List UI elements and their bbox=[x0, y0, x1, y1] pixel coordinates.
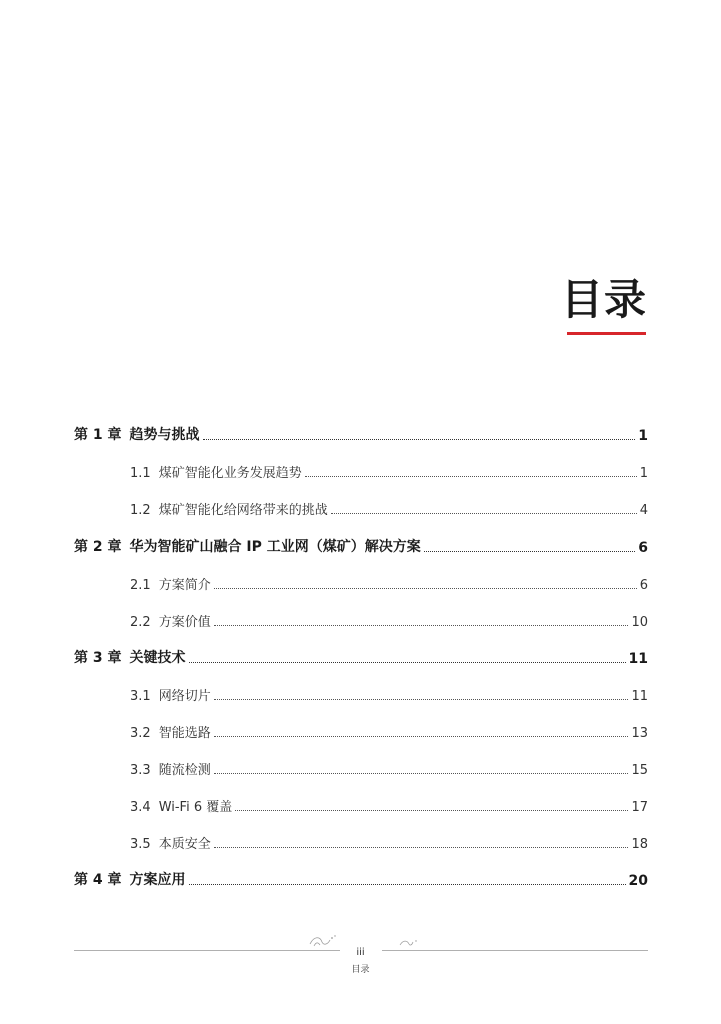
toc-dot-leader bbox=[235, 810, 628, 811]
toc-entry-number: 2.1 bbox=[130, 578, 151, 593]
toc-entry-page: 1 bbox=[638, 428, 648, 444]
toc-dot-leader bbox=[331, 513, 637, 514]
toc-entry-page: 6 bbox=[639, 578, 648, 593]
toc-entry-number: 3.5 bbox=[130, 837, 151, 852]
toc-entry-number: 1.1 bbox=[130, 466, 151, 481]
toc-entry-page: 4 bbox=[639, 503, 648, 518]
toc-entry-page: 1 bbox=[639, 466, 648, 481]
toc-entry-number: 第 3 章 bbox=[74, 650, 122, 666]
toc-entry-title: 智能选路 bbox=[158, 726, 211, 741]
toc-entry-number: 3.3 bbox=[130, 763, 151, 778]
toc-entry-page: 18 bbox=[631, 837, 648, 852]
toc-entry-title: 煤矿智能化给网络带来的挑战 bbox=[158, 503, 328, 518]
toc-entry-page: 13 bbox=[631, 726, 648, 741]
toc-entry-number: 3.2 bbox=[130, 726, 151, 741]
toc-chapter-entry[interactable] bbox=[74, 424, 648, 444]
toc-entry-title: 本质安全 bbox=[158, 837, 211, 852]
toc-entry-title: 方案价值 bbox=[158, 615, 211, 630]
toc-entry-number: 3.4 bbox=[130, 800, 151, 815]
toc-section-entry[interactable] bbox=[130, 573, 648, 593]
toc-dot-leader bbox=[214, 625, 629, 626]
toc-dot-leader bbox=[305, 476, 637, 477]
toc-section-entry[interactable] bbox=[130, 832, 648, 852]
toc-section-entry[interactable] bbox=[130, 610, 648, 630]
toc-entry-number: 3.1 bbox=[130, 689, 151, 704]
toc-entry-page: 20 bbox=[628, 873, 648, 889]
toc-entry-page: 10 bbox=[631, 615, 648, 630]
toc-dot-leader bbox=[214, 588, 637, 589]
toc-entry-title: 趋势与挑战 bbox=[129, 427, 200, 443]
toc-chapter-entry[interactable] bbox=[74, 536, 648, 556]
toc-entry-number: 2.2 bbox=[130, 615, 151, 630]
footer-page-number: iii bbox=[356, 947, 365, 958]
page-title: 目录 bbox=[560, 275, 647, 324]
toc-dot-leader bbox=[214, 699, 629, 700]
toc-section-entry[interactable] bbox=[130, 461, 648, 481]
toc-dot-leader bbox=[203, 439, 636, 440]
toc-dot-leader bbox=[214, 847, 629, 848]
toc-entry-page: 6 bbox=[638, 540, 648, 556]
toc-dot-leader bbox=[214, 773, 629, 774]
toc-dot-leader bbox=[214, 736, 629, 737]
toc-entry-title: 随流检测 bbox=[158, 763, 211, 778]
title-underline bbox=[567, 332, 646, 335]
toc-entry-page: 11 bbox=[631, 689, 648, 704]
toc-dot-leader bbox=[424, 551, 636, 552]
toc-entry-page: 11 bbox=[628, 651, 648, 667]
toc-entry-title: 网络切片 bbox=[158, 689, 211, 704]
toc-entry-title: 方案简介 bbox=[158, 578, 211, 593]
toc-section-entry[interactable] bbox=[130, 684, 648, 704]
footer-section-label: 目录 bbox=[351, 965, 370, 975]
toc-entry-number: 1.2 bbox=[130, 503, 151, 518]
toc-section-entry[interactable] bbox=[130, 795, 648, 815]
toc-entry-title: 方案应用 bbox=[129, 872, 186, 888]
toc-section-entry[interactable] bbox=[130, 758, 648, 778]
toc-dot-leader bbox=[189, 884, 626, 885]
toc-entry-title: 关键技术 bbox=[129, 650, 186, 666]
toc-dot-leader bbox=[189, 662, 626, 663]
toc-entry-title: 煤矿智能化业务发展趋势 bbox=[158, 466, 302, 481]
toc-chapter-entry[interactable] bbox=[74, 647, 648, 667]
toc-entry-page: 15 bbox=[631, 763, 648, 778]
toc-entry-title: Wi-Fi 6 覆盖 bbox=[158, 800, 233, 815]
toc-entry-number: 第 1 章 bbox=[74, 427, 122, 443]
toc-entry-title: 华为智能矿山融合 IP 工业网（煤矿）解决方案 bbox=[129, 539, 421, 555]
toc-entry-number: 第 2 章 bbox=[74, 539, 122, 555]
toc-section-entry[interactable] bbox=[130, 498, 648, 518]
toc-entry-number: 第 4 章 bbox=[74, 872, 122, 888]
toc-entry-page: 17 bbox=[631, 800, 648, 815]
toc-section-entry[interactable] bbox=[130, 721, 648, 741]
toc-chapter-entry[interactable] bbox=[74, 869, 648, 889]
